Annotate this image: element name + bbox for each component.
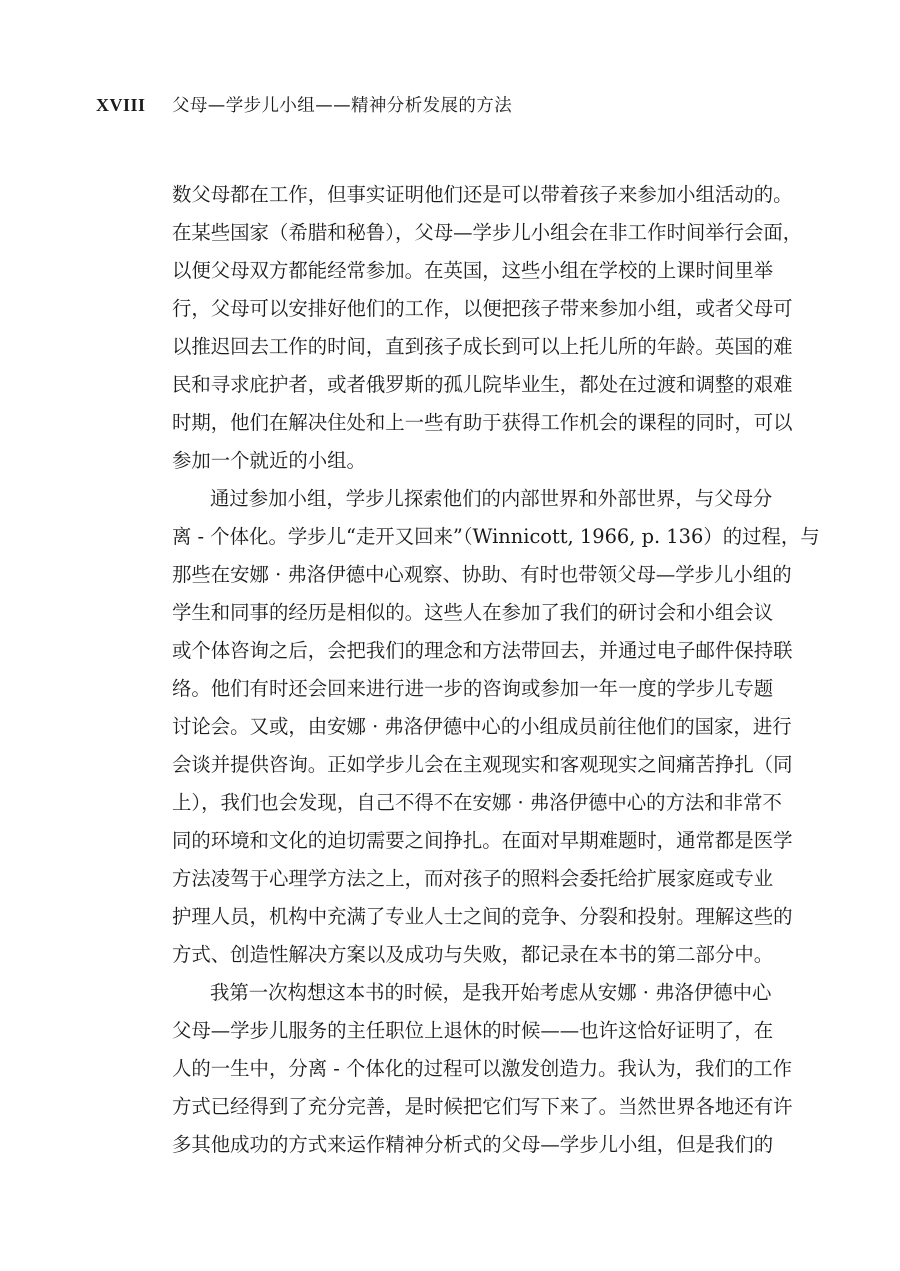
text-line: 离 - 个体化。学步儿“走开又回来”（Winnicott, 1966, p. 136）的过程，与: [172, 525, 820, 548]
text-line: 会谈并提供咨询。正如学步儿会在主观现实和客观现实之间痛苦挣扎（同: [172, 753, 793, 776]
text-line: 在某些国家（希腊和秘鲁），父母—学步儿小组会在非工作时间举行会面，: [172, 221, 803, 244]
paragraph-first-line: 通过参加小组，学步儿探索他们的内部世界和外部世界，与父母分: [210, 487, 773, 510]
text-line: 以推迟回去工作的时间，直到孩子成长到可以上托儿所的年龄。英国的难: [172, 335, 793, 358]
body-text: [172, 176, 820, 1164]
text-line: 人的一生中，分离 - 个体化的过程可以激发创造力。我认为，我们的工作: [172, 1057, 792, 1080]
text-line: 护理人员，机构中充满了专业人士之间的竞争、分裂和投射。理解这些的: [172, 905, 793, 928]
text-line: 同的环境和文化的迫切需要之间挣扎。在面对早期难题时，通常都是医学: [172, 829, 793, 852]
text-line: 数父母都在工作，但事实证明他们还是可以带着孩子来参加小组活动的。: [172, 183, 793, 206]
text-line: 民和寻求庇护者，或者俄罗斯的孤儿院毕业生，都处在过渡和调整的艰难: [172, 373, 793, 396]
text-line: 多其他成功的方式来运作精神分析式的父母—学步儿小组，但是我们的: [172, 1133, 774, 1156]
paragraph-first-line: 我第一次构想这本书的时候，是我开始考虑从安娜 · 弗洛伊德中心: [210, 981, 772, 1004]
text-line: 学生和同事的经历是相似的。这些人在参加了我们的研讨会和小组会议: [172, 601, 774, 624]
text-line: 或个体咨询之后，会把我们的理念和方法带回去，并通过电子邮件保持联: [172, 639, 793, 662]
text-line: 行，父母可以安排好他们的工作，以便把孩子带来参加小组，或者父母可: [172, 297, 793, 320]
text-line: 讨论会。又或，由安娜 · 弗洛伊德中心的小组成员前往他们的国家，进行: [172, 715, 792, 738]
text-line: 时期，他们在解决住处和上一些有助于获得工作机会的课程的同时，可以: [172, 411, 793, 434]
text-line: 以便父母双方都能经常参加。在英国，这些小组在学校的上课时间里举: [172, 259, 774, 282]
text-line: 络。他们有时还会回来进行进一步的咨询或参加一年一度的学步儿专题: [172, 677, 774, 700]
text-line: 方式已经得到了充分完善，是时候把它们写下来了。当然世界各地还有许: [172, 1095, 793, 1118]
page-number: XVIII: [96, 95, 146, 115]
text-line: 方式、创造性解决方案以及成功与失败，都记录在本书的第二部分中。: [172, 943, 774, 966]
text-line: 参加一个就近的小组。: [172, 449, 366, 472]
text-line: 上），我们也会发现，自己不得不在安娜 · 弗洛伊德中心的方法和非常不: [172, 791, 782, 814]
page-header: [96, 92, 796, 116]
text-line: 方法凌驾于心理学方法之上，而对孩子的照料会委托给扩展家庭或专业: [172, 867, 774, 890]
running-title: 父母—学步儿小组——精神分析发展的方法: [172, 96, 513, 116]
text-line: 那些在安娜 · 弗洛伊德中心观察、协助、有时也带领父母—学步儿小组的: [172, 563, 792, 586]
text-line: 父母—学步儿服务的主任职位上退休的时候——也许这恰好证明了，在: [172, 1019, 774, 1042]
